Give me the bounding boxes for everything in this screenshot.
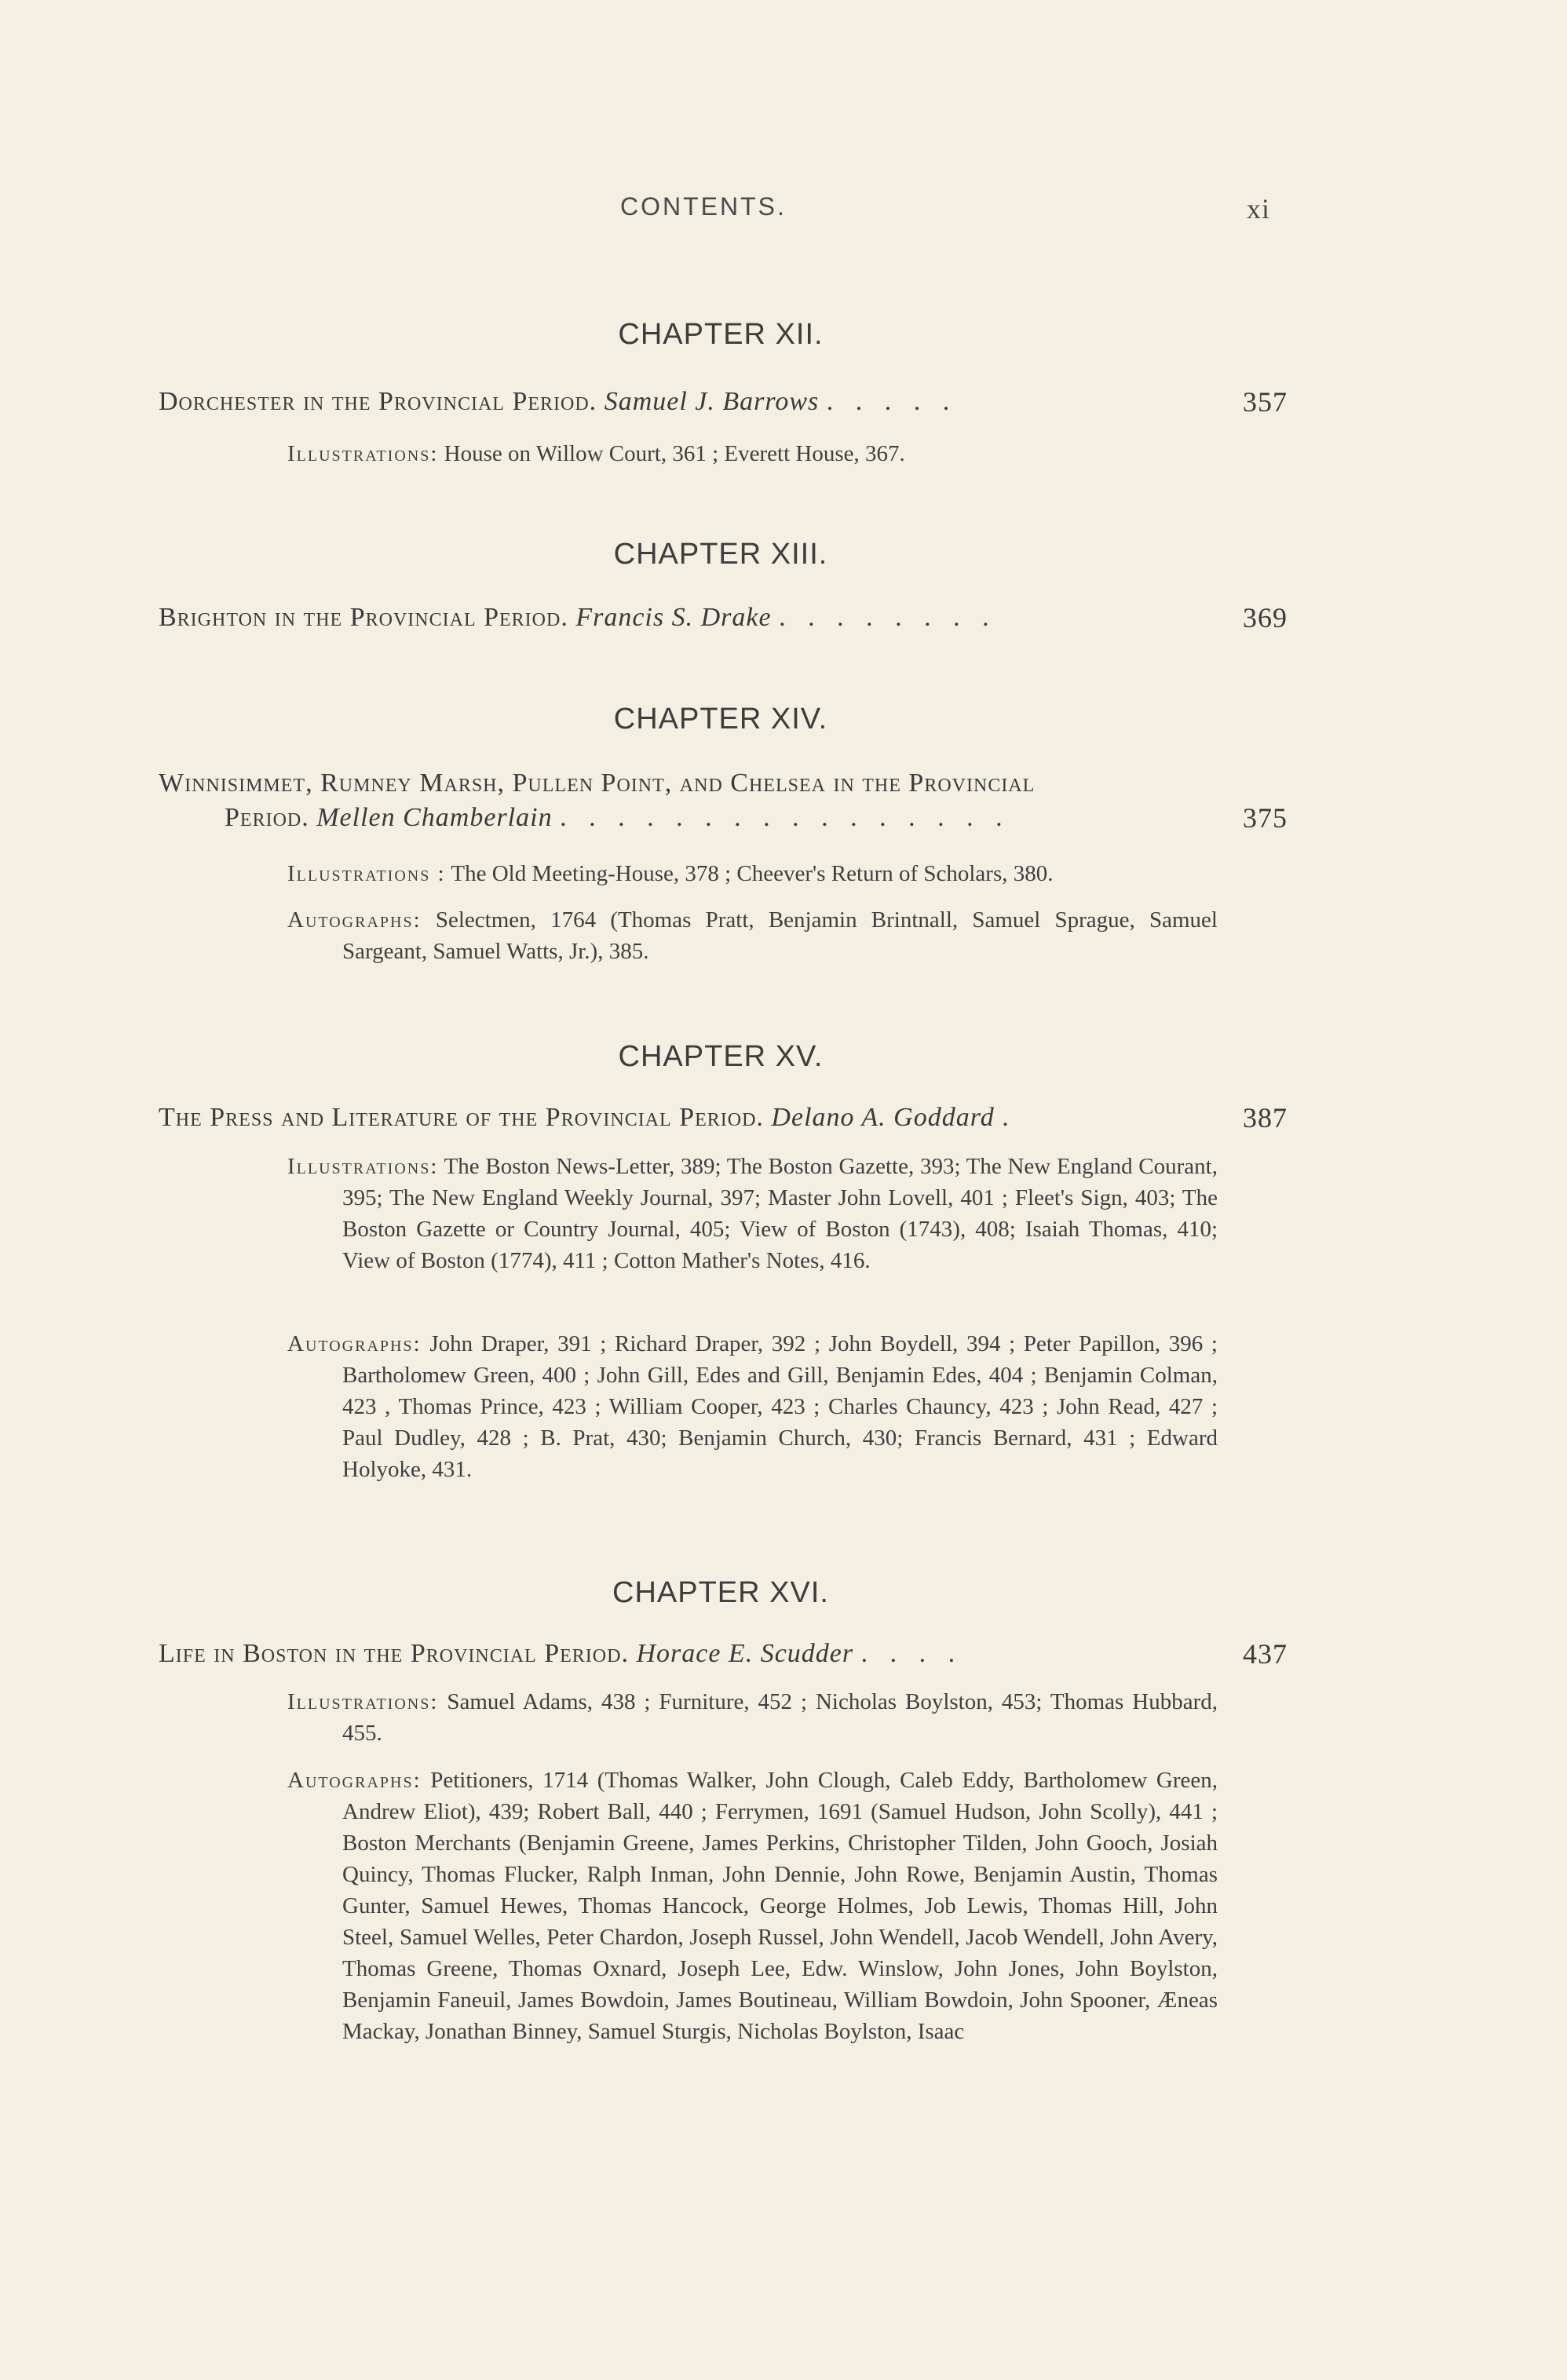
note-text: John Draper, 391 ; Richard Draper, 392 ; John Boydell, 394 ; Peter Papillon, 396 ; Bartholomew Green, 400 ; John Gill, Edes and Gill, Benjamin Edes, 404 ; Benjamin Colman, 423 , Thomas Prince, 423 ; William Cooper, 423 ; Charles Chauncy, 423 ; John Read, 427 ; Paul Dudley, 428 ; B. Prat, 430; Benjamin Church, 430; Francis Bernard, 431 ; Edward Holyoke, 431.	[342, 1331, 1218, 1482]
entry-page: 387	[1243, 1102, 1288, 1133]
page-number: xi	[1247, 193, 1271, 224]
note-label: Autographs:	[287, 1331, 422, 1356]
note-label: Illustrations:	[287, 1154, 439, 1179]
note-text: The Old Meeting-House, 378 ; Cheever's Return of Scholars, 380.	[451, 861, 1054, 886]
entry-author: Horace E. Scudder	[636, 1639, 854, 1668]
entry-page: 437	[1243, 1638, 1288, 1670]
note-text: Petitioners, 1714 (Thomas Walker, John Clough, Caleb Eddy, Bartholomew Green, Andrew Eliot), 439; Robert Ball, 440 ; Ferrymen, 1691 (Samuel Hudson, John Scolly), 441 ; Boston Merchants (Benjamin Greene, James Perkins, Christopher Tilden, John Gooch, Josiah Quincy, Thomas Flucker, Ralph Inman, John Dennie, John Rowe, Benjamin Austin, Thomas Gunter, Samuel Hewes, Thomas Hancock, George Holmes, Job Lewis, Thomas Hill, John Steel, Samuel Welles, Peter Chardon, Joseph Russel, John Wendell, Jacob Wendell, John Avery, Thomas Greene, Thomas Oxnard, Joseph Lee, Edw. Winslow, John Jones, John Boylston, Benjamin Faneuil, James Bowdoin, James Boutineau, William Bowdoin, John Spooner, Æneas Mackay, Jonathan Binney, Samuel Sturgis, Nicholas Boylston, Isaac	[342, 1768, 1218, 2044]
entry-title: Brighton in the Provincial Period.	[159, 603, 568, 632]
entry-author: Delano A. Goddard	[771, 1103, 995, 1132]
illustrations-note	[287, 858, 1218, 889]
running-head-title: CONTENTS.	[620, 192, 787, 221]
illustrations-note	[287, 1686, 1218, 1749]
entry-title: Life in Boston in the Provincial Period.	[159, 1639, 629, 1668]
entry-title: Dorchester in the Provincial Period.	[159, 387, 597, 416]
note-label: Illustrations:	[287, 441, 439, 466]
chapter-heading: CHAPTER XII.	[618, 318, 824, 351]
chapter-heading: CHAPTER XVI.	[612, 1576, 829, 1609]
note-text: The Boston News-Letter, 389; The Boston Gazette, 393; The New England Courant, 395; The New England Weekly Journal, 397; Master John Lovell, 401 ; Fleet's Sign, 403; The Boston Gazette or Country Journal, 405; View of Boston (1743), 408; Isaiah Thomas, 410; View of Boston (1774), 411 ; Cotton Mather's Notes, 416.	[342, 1154, 1218, 1273]
dot-leader: .	[1002, 1103, 1017, 1132]
dot-leader: . . . . . . . . . . . . . . . .	[560, 803, 1010, 832]
entry-title-continued: Period. Mellen Chamberlain . . . . . . . . . . . . . . . .	[225, 803, 1010, 832]
dot-leader: . . . . .	[826, 387, 958, 416]
note-text: House on Willow Court, 361 ; Everett House, 367.	[444, 441, 905, 466]
dot-leader: . . . . . . . .	[779, 603, 997, 632]
entry-author: Francis S. Drake	[575, 603, 772, 632]
entry-page: 369	[1243, 602, 1288, 633]
chapter-heading: CHAPTER XIV.	[613, 703, 828, 736]
note-label: Autographs:	[287, 1768, 422, 1793]
illustrations-note	[287, 1151, 1218, 1276]
note-label: Autographs:	[287, 907, 422, 933]
contents-entry	[159, 385, 1288, 419]
autographs-note	[287, 1328, 1218, 1485]
chapter-heading: CHAPTER XIII.	[613, 538, 828, 571]
note-label: Illustrations :	[287, 861, 446, 886]
contents-entry	[159, 600, 1288, 635]
illustrations-note	[287, 438, 1218, 469]
note-text: Samuel Adams, 438 ; Furniture, 452 ; Nicholas Boylston, 453; Thomas Hubbard, 455.	[342, 1689, 1218, 1746]
note-text: Selectmen, 1764 (Thomas Pratt, Benjamin Brintnall, Samuel Sprague, Samuel Sargeant, Samuel Watts, Jr.), 385.	[342, 907, 1218, 964]
entry-page: 375	[1243, 802, 1288, 834]
contents-entry	[159, 1101, 1288, 1135]
autographs-note	[287, 904, 1218, 967]
chapter-heading: CHAPTER XV.	[618, 1040, 824, 1073]
dot-leader: . . . .	[860, 1639, 963, 1668]
entry-title: Winnisimmet, Rumney Marsh, Pullen Point, and Chelsea in the Provincial	[159, 768, 1036, 798]
entry-page: 357	[1243, 386, 1288, 418]
note-label: Illustrations:	[287, 1689, 439, 1714]
entry-title: The Press and Literature of the Provincial Period.	[159, 1103, 764, 1132]
entry-author: Samuel J. Barrows	[604, 387, 820, 416]
contents-entry	[159, 1637, 1288, 1671]
entry-author: Mellen Chamberlain	[316, 803, 553, 832]
contents-entry	[159, 766, 1288, 835]
autographs-note	[287, 1765, 1218, 2047]
